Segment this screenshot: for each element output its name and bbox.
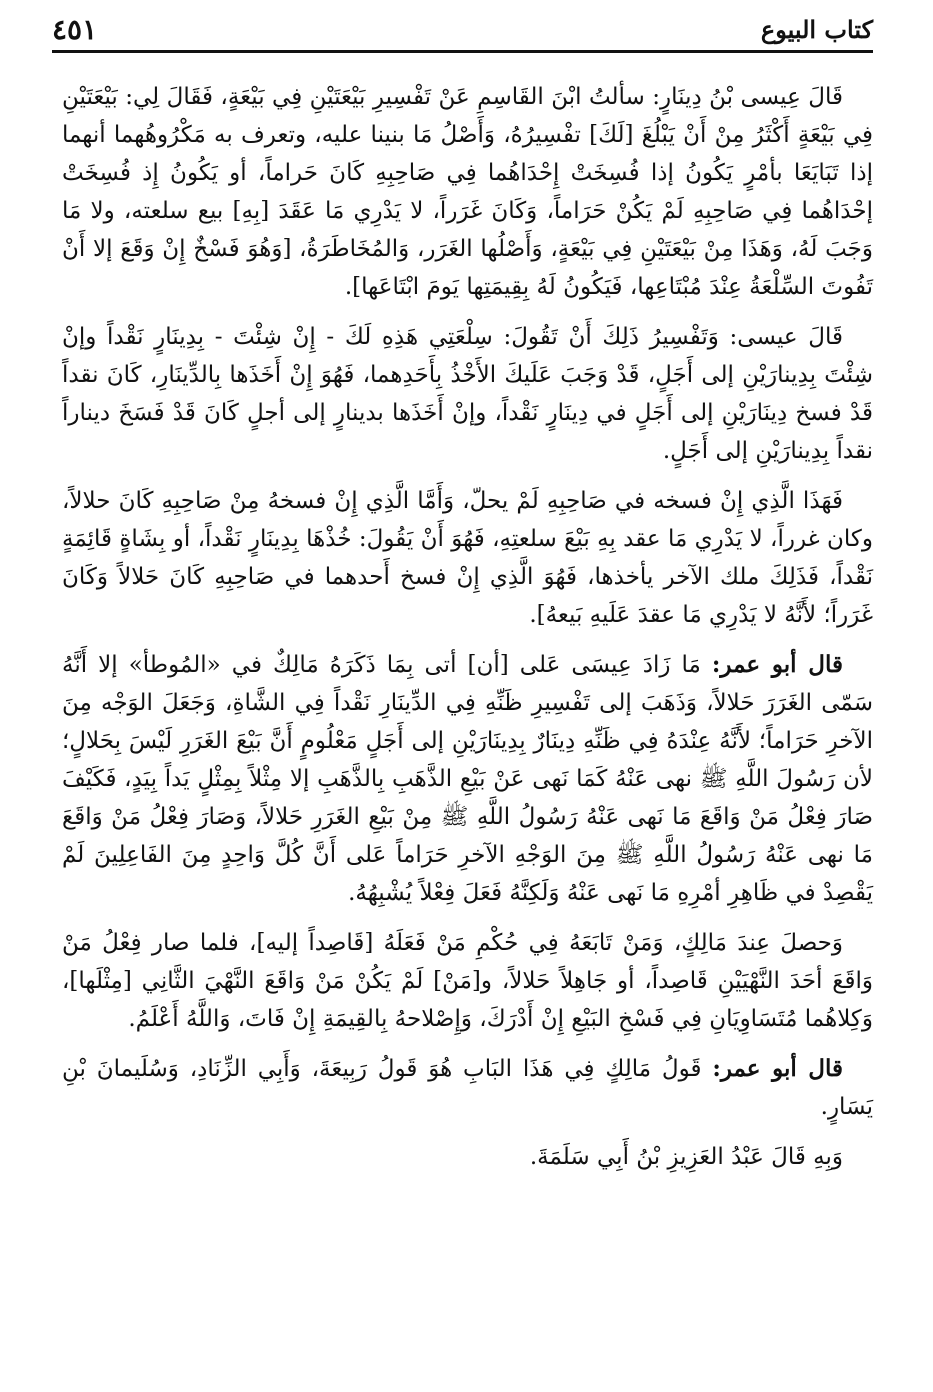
paragraph-text: مَا زَادَ عِيسَى عَلى [أن] أتى بِمَا ذَكَرَهُ مَالِكٌ في «المُوطأ» إلا أَنَّهُ سَمّى الغَرَرَ حَلالاً، وَذَهَبَ إلى تَفْسِيرِ ظَنِّهِ فِي الدِّينَارِ نَقْداً فِي الشَّاةِ، وَجَعَلَ الوَجْه مِنَ الآخرِ حَرَاماً؛ لأَنَّهُ عِنْدَهُ فِي ظَنِّهِ دِينَارٌ بِدِينَارَيْنِ إلى أَجَلٍ مَعْلُومٍ أَنَّ بَيْعَ الغَرَرِ لَيْسَ بِحَلالٍ؛ لأن رَسُولَ اللَّهِ ﷺ نهى عَنْهُ كَمَا نَهى عَنْ بَيْعِ الذَّهَبِ بِالذَّهَبِ إلا مِثْلاً بِمِثْلٍ يَداً بِيَدٍ، فَكَيْفَ صَارَ فِعْلُ مَنْ وَاقَعَ مَا نَهى عَنْهُ رَسُولُ اللَّهِ ﷺ مِنْ بَيْعِ الغَرَرِ حَلالاً، وَصَارَ فِعْلُ مَنْ وَاقَعَ مَا نهى عَنْهُ رَسُولُ اللَّهِ ﷺ مِنَ الوَجْهِ الآخرِ حَرَاماً عَلى أَنَّ كُلَّ وَاحِدٍ مِنَ الفَاعِلِينَ لَمْ يَقْصِدْ في ظَاهِرِ أمْرِهِ مَا نَهى عَنْهُ وَلَكِنَّهُ فَعَلَ فِعْلاً يُشْبِهُهُ. (62, 652, 873, 906)
paragraph-text: قَالَ عِيسى بْنُ دِينَارٍ: سألتُ ابْنَ القَاسِمِ عَنْ تَفْسِيرِ بَيْعَتَيْنِ فِي بَيْعَةٍ، فَقَالَ لِي: بَيْعَتَيْنِ فِي بَيْعَةٍ أَكْثَرُ مِنْ أَنْ يَبْلُغَ [لَكَ] تفْسِيرُهُ، وَأَصْلُ مَا بنينا عليه، وتعرف به مَكْرُوهُهما أنهما إذا تَبَايَعَا بأمْرٍ يَكُونُ إذا فُسِخَتْ إِحْدَاهُما فِي صَاحِبِهِ كَانَ حَراماً، أو يَكُونُ إِذ فُسِخَتْ إحْدَاهُما فِي صَاحِبِهِ لَمْ يَكُنْ حَرَاماً، وَكَانَ غَرَراً، لا يَدْرِي مَا عَقَدَ [بِهِ] بيع سلعته، ولا مَا وَجَبَ لَهُ، وَهَذَا مِنْ بَيْعَتَيْنِ فِي بَيْعَةٍ، وَأَصْلُها الغَرَر، وَالمُخَاطَرَةُ، [وَهُوَ فَسْخٌ إِنْ وَقَعَ إلا أَنْ تَفُوتَ السِّلْعَةُ عِنْدَ مُبْتَاعِها، فَيَكُونُ لَهُ بِقِيمَتِها يَومَ ابْتَاعَها]. (62, 84, 874, 300)
paragraph-text: قَالَ عيسى: وَتَفْسِيرُ ذَلِكَ أَنْ تَقُولَ: سِلْعَتِي هَذِهِ لَكَ - إِنْ شِئْتَ - بِدِينَارٍ نَقْداً وإنْ شِئْتَ بِدِينارَيْنِ إلى أَجَلٍ، قَدْ وَجَبَ عَلَيكَ الأَخْذُ بِأَحَدِهما، فَهُوَ إِنْ أَخَذَها بِالدِّينَارِ، كَانَ نقداً قَدْ فسخ دِينَارَيْنِ إلى أَجَلٍ في دِينَارٍ نَقْداً، وإنْ أَخَذَها بدينارٍ إلى أجلٍ كَانَ قَدْ فَسَخَ ديناراً نقداً بِدِينارَيْنِ إلى أَجَلٍ. (62, 324, 873, 464)
paragraph (62, 482, 873, 634)
paragraph-text: قَولُ مَالِكٍ فِي هَذَا البَابِ هُوَ قَولُ رَبِيعَةَ، وَأَبِي الزِّنَادِ، وَسُلَيمانَ بْنِ يَسَارٍ. (62, 1056, 873, 1120)
paragraph-text: فَهَذَا الَّذِي إِنْ فسخه في صَاحِبِهِ لَمْ يحلّ، وَأَمَّا الَّذِي إِنْ فسخهُ مِنْ صَاحِبِهِ كَانَ حلالاً، وكان غرراً، لا يَدْرِي مَا عقد بِهِ بَيْعَ سلعتِهِ، فَهُوَ أَنْ يَقُولَ: خُذْهَا بِدِينَارٍ نَقْداً، أو بِشَاةٍ قَائِمَةٍ نَقْداً، فَذَلِكَ ملك الآخر يأخذها، فَهُوَ الَّذِي إِنْ فسخ أَحدهما في صَاحِبِهِ كَانَ حَلالاً وَكَانَ غَرَراً؛ لأَنَّهُ لا يَدْرِي مَا عقدَ عَلَيهِ بَيعهُ]. (62, 488, 873, 628)
paragraph (62, 646, 873, 912)
page-body (62, 78, 873, 1188)
speaker-label: قال أبو عمر: (711, 651, 843, 678)
paragraph (62, 1138, 873, 1176)
paragraph (62, 78, 873, 306)
page-number: ٤٥١ (52, 13, 98, 46)
paragraph (62, 1050, 873, 1126)
paragraph-text: وَبِهِ قَالَ عَبْدُ العَزِيزِ بْنُ أَبِي سَلَمَةَ. (529, 1144, 843, 1170)
paragraph-text: وَحصلَ عِندَ مَالِكٍ، وَمَنْ تَابَعَهُ فِي حُكْمِ مَنْ فَعَلَهُ [قَاصِداً إليه]، فلما صار فِعْلُ مَنْ وَاقَعَ أحَدَ النَّهْيَيْنِ قَاصِداً، أو جَاهِلاً حَلالاً، و[مَنْ] لَمْ يَكُنْ مَنْ وَاقَعَ النَّهْيَ الثَّانِي [مِثْلَها]، وَكِلاهُما مُتَسَاوِيَانِ فِي فَسْخِ البَيْعِ إِنْ أَدْرَكَ، وَإِصْلاحهُ بِالقِيمَةِ إِنْ فَاتَ، وَاللَّهُ أَعْلَمُ. (62, 930, 873, 1032)
speaker-label: قال أبو عمر: (712, 1055, 843, 1082)
running-title: كتاب البيوع (760, 15, 873, 44)
paragraph (62, 318, 873, 470)
page-header (52, 10, 873, 53)
paragraph (62, 924, 873, 1038)
